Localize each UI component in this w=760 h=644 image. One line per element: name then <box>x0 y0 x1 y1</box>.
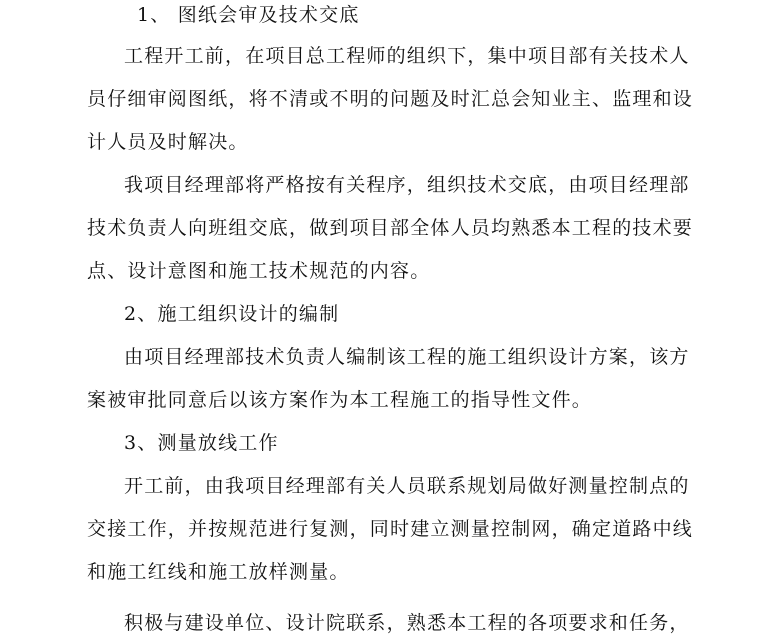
paragraph-line: 积极与建设单位、设计院联系，熟悉本工程的各项要求和任务， <box>124 612 690 634</box>
paragraph-line: 计人员及时解决。 <box>87 131 249 153</box>
paragraph-line: 技术负责人向班组交底，做到项目部全体人员均熟悉本工程的技术要 <box>87 217 694 239</box>
paragraph-line: 交接工作，并按规范进行复测，同时建立测量控制网，确定道路中线 <box>87 518 694 540</box>
paragraph-line: 我项目经理部将严格按有关程序，组织技术交底，由项目经理部 <box>124 174 690 196</box>
section-heading-1: 1、 图纸会审及技术交底 <box>137 4 360 26</box>
paragraph-line: 开工前，由我项目经理部有关人员联系规划局做好测量控制点的 <box>124 475 690 497</box>
paragraph-line: 案被审批同意后以该方案作为本工程施工的指导性文件。 <box>87 389 593 411</box>
section-heading-2: 2、施工组织设计的编制 <box>124 303 340 325</box>
paragraph-line: 工程开工前，在项目总工程师的组织下，集中项目部有关技术人 <box>124 45 690 67</box>
paragraph-line: 和施工红线和施工放样测量。 <box>87 561 350 583</box>
paragraph-line: 由项目经理部技术负责人编制该工程的施工组织设计方案，该方 <box>124 346 690 368</box>
paragraph-line: 员仔细审阅图纸，将不清或不明的问题及时汇总会知业主、监理和设 <box>87 88 694 110</box>
section-heading-3: 3、测量放线工作 <box>124 432 279 454</box>
paragraph-line: 点、设计意图和施工技术规范的内容。 <box>87 260 431 282</box>
